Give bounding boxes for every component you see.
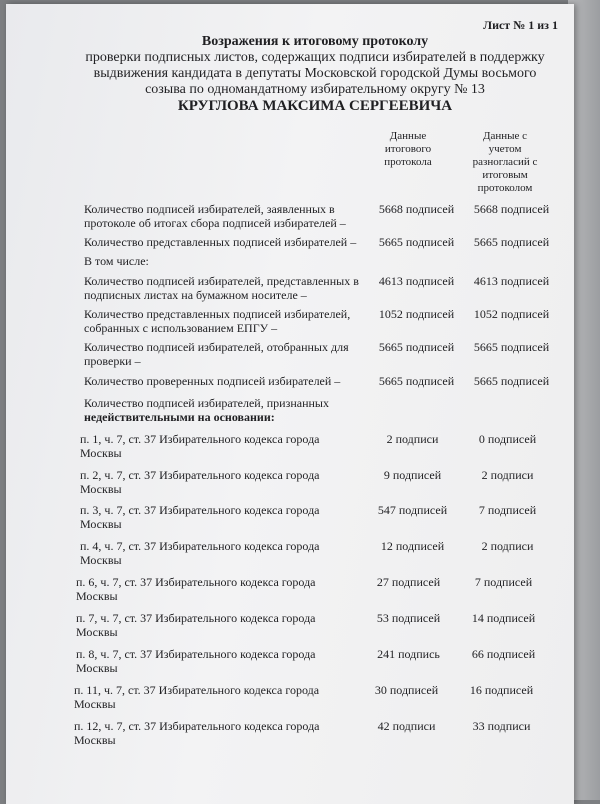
row-label-bold: недействительными на основании: (84, 410, 275, 424)
disagreement-value: 14 подписей (471, 611, 536, 625)
row-label: п. 11, ч. 7, ст. 37 Избирательного кодекса города Москвы (74, 683, 320, 711)
row-label: п. 6, ч. 7, ст. 37 Избирательного кодекса города Москвы (76, 575, 316, 603)
disagreement-value: 5665 подписей (473, 235, 550, 249)
row-label: п. 4, ч. 7, ст. 37 Избирательного кодекса города Москвы (80, 539, 320, 567)
final-protocol-value: 5665 подписей (378, 235, 455, 249)
row-label: Количество подписей избирателей, признанных (84, 396, 329, 410)
final-protocol-value: 53 подписей (376, 611, 441, 625)
row-label: Количество представленных подписей избирателей – (84, 235, 357, 249)
candidate-name: КРУГЛОВА МАКСИМА СЕРГЕЕВИЧА (177, 98, 453, 114)
subtitle-line: созыва по одномандатному избирательному округу № 13 (145, 82, 485, 97)
final-protocol-value: 2 подписи (386, 432, 439, 446)
disagreement-value: 4613 подписей (473, 274, 550, 288)
final-protocol-value: 5665 подписей (378, 340, 455, 354)
final-protocol-value: 1052 подписей (378, 307, 455, 321)
row-label: п. 3, ч. 7, ст. 37 Избирательного кодекса города Москвы (80, 503, 320, 531)
disagreement-value: 1052 подписей (473, 307, 550, 321)
row-label: п. 2, ч. 7, ст. 37 Избирательного кодекса города Москвы (80, 468, 320, 496)
disagreement-value: 5665 подписей (473, 374, 550, 388)
final-protocol-value: 4613 подписей (378, 274, 455, 288)
document-header (0, 34, 600, 115)
final-protocol-value: 547 подписей (377, 503, 448, 517)
sheet-number: Лист № 1 из 1 (483, 18, 558, 32)
disagreement-value: 7 подписей (478, 503, 537, 517)
final-protocol-value: 9 подписей (383, 468, 442, 482)
disagreement-value: 16 подписей (469, 683, 534, 697)
subtitle-line: выдвижения кандидата в депутаты Московской городской Думы восьмого (93, 66, 537, 81)
disagreement-value: 66 подписей (471, 647, 536, 661)
final-protocol-value: 12 подписей (380, 539, 445, 553)
row-label: Количество подписей избирателей, отобранных для проверки – (84, 340, 349, 368)
final-protocol-value: 5668 подписей (378, 202, 455, 216)
row-label: Количество подписей избирателей, представленных в подписных листах на бумажном носителе – (84, 274, 359, 302)
column-header-with-disagreements: Данные с учетом разногласий с итоговым протоколом (472, 130, 538, 194)
final-protocol-value: 30 подписей (374, 683, 439, 697)
final-protocol-value: 27 подписей (376, 575, 441, 589)
column-header-final-protocol: Данные итогового протокола (384, 130, 432, 168)
final-protocol-value: 241 подпись (377, 647, 440, 661)
disagreement-value: 7 подписей (474, 575, 533, 589)
final-protocol-value: 5665 подписей (378, 374, 455, 388)
disagreement-value: 5668 подписей (473, 202, 550, 216)
document-title: Возражения к итоговому протоколу (201, 34, 429, 49)
final-protocol-value: 42 подписи (377, 719, 436, 733)
row-label: п. 1, ч. 7, ст. 37 Избирательного кодекса города Москвы (80, 432, 320, 460)
disagreement-value: 2 подписи (481, 468, 534, 482)
row-label: Количество представленных подписей избирателей, собранных с использованием ЕПГУ – (84, 307, 351, 335)
row-label: Количество проверенных подписей избирателей – (84, 374, 341, 388)
row-label: В том числе: (84, 254, 149, 268)
disagreement-value: 5665 подписей (473, 340, 550, 354)
subtitle-line: проверки подписных листов, содержащих подписи избирателей в поддержку (85, 50, 545, 65)
row-label: п. 8, ч. 7, ст. 37 Избирательного кодекса города Москвы (76, 647, 316, 675)
disagreement-value: 2 подписи (481, 539, 534, 553)
row-label: Количество подписей избирателей, заявленных в протоколе об итогах сбора подписей избирателей – (84, 202, 346, 230)
row-label: п. 12, ч. 7, ст. 37 Избирательного кодекса города Москвы (74, 719, 320, 747)
disagreement-value: 0 подписей (478, 432, 537, 446)
row-label: п. 7, ч. 7, ст. 37 Избирательного кодекса города Москвы (76, 611, 316, 639)
disagreement-value: 33 подписи (472, 719, 531, 733)
